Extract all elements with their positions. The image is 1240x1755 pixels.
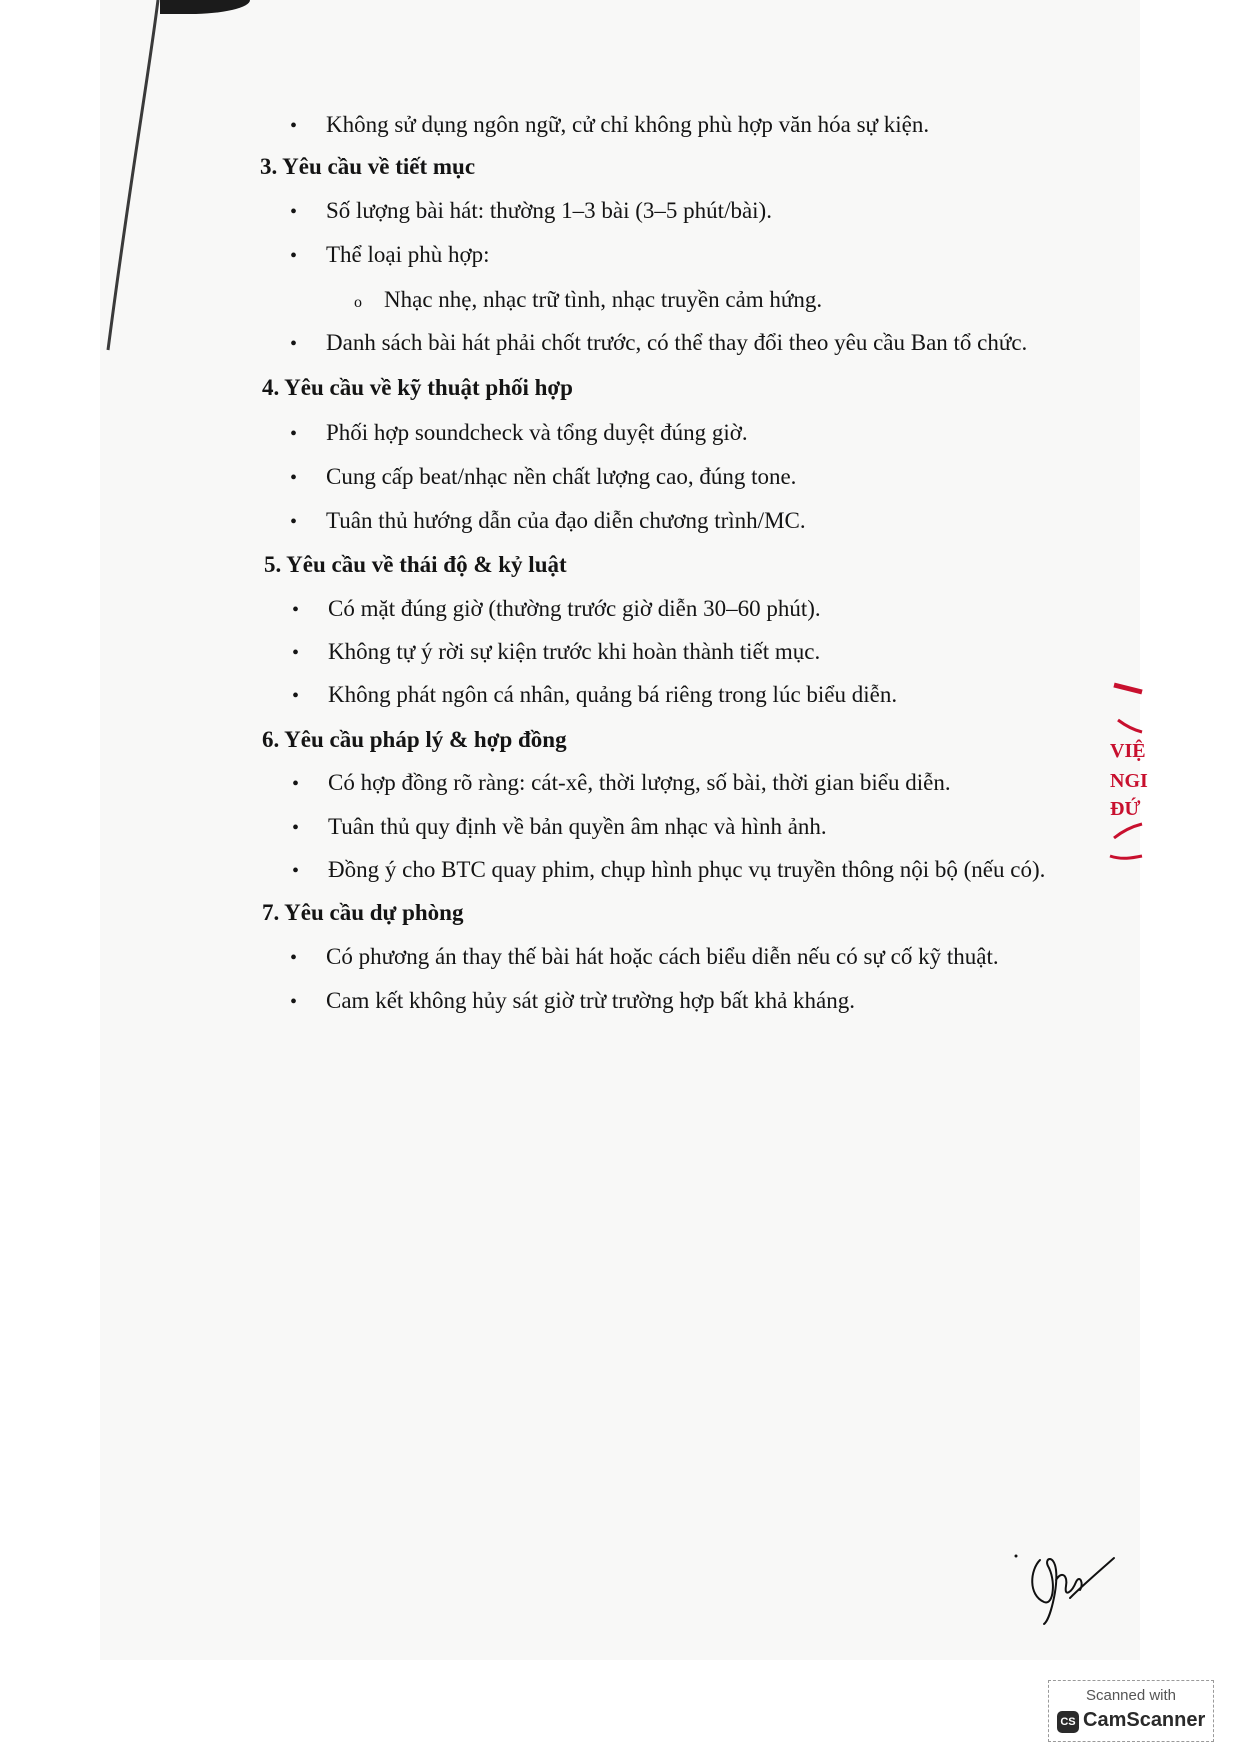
list-item-text: Tuân thủ quy định về bản quyền âm nhạc và hình ảnh.	[328, 814, 827, 839]
list-item	[292, 812, 827, 843]
bullet-icon: •	[290, 115, 298, 137]
sub-list-item-text: Nhạc nhẹ, nhạc trữ tình, nhạc truyền cảm hứng.	[384, 287, 823, 312]
list-item-text: Không phát ngôn cá nhân, quảng bá riêng trong lúc biểu diễn.	[328, 682, 898, 707]
list-item	[292, 855, 1045, 886]
list-item	[290, 986, 855, 1017]
list-item	[292, 768, 951, 799]
list-item	[290, 328, 1027, 359]
list-item-text: Cung cấp beat/nhạc nền chất lượng cao, đúng tone.	[326, 464, 797, 489]
list-item	[290, 506, 806, 537]
signature	[1010, 1540, 1120, 1630]
bullet-icon: •	[292, 642, 300, 664]
list-item-text: Tuân thủ hướng dẫn của đạo diễn chương trình/MC.	[326, 508, 806, 533]
list-item	[292, 680, 897, 711]
bullet-icon: •	[290, 991, 298, 1013]
bullet-icon: •	[290, 467, 298, 489]
bullet-icon: •	[290, 245, 298, 267]
list-item-text: Số lượng bài hát: thường 1–3 bài (3–5 phút/bài).	[326, 198, 772, 223]
list-item-text: Danh sách bài hát phải chốt trước, có thể thay đổi theo yêu cầu Ban tổ chức.	[326, 330, 1028, 355]
bullet-icon: •	[292, 773, 300, 795]
section-heading: 4. Yêu cầu về kỹ thuật phối hợp	[262, 375, 573, 400]
bullet-icon: •	[290, 511, 298, 533]
bullet-icon: •	[292, 599, 300, 621]
list-item	[290, 462, 796, 493]
stamp-text: NGI	[1110, 770, 1148, 792]
circle-bullet-icon: o	[354, 294, 362, 311]
list-item-text: Có phương án thay thế bài hát hoặc cách biểu diễn nếu có sự cố kỹ thuật.	[326, 944, 999, 969]
list-item-text: Không tự ý rời sự kiện trước khi hoàn thành tiết mục.	[328, 639, 821, 664]
bullet-icon: •	[292, 817, 300, 839]
list-item	[290, 240, 490, 271]
list-item-text: Đồng ý cho BTC quay phim, chụp hình phục vụ truyền thông nội bộ (nếu có).	[328, 857, 1046, 882]
list-item-text: Có hợp đồng rõ ràng: cát-xê, thời lượng, số bài, thời gian biểu diễn.	[328, 770, 951, 795]
list-item	[290, 196, 772, 227]
stamp-text: ĐỨ	[1110, 798, 1141, 820]
bullet-icon: •	[290, 333, 298, 355]
watermark-brand: CamScanner	[1083, 1709, 1206, 1731]
bullet-icon: •	[290, 423, 298, 445]
stamp-text: VIỆ	[1110, 740, 1146, 762]
list-item	[292, 637, 820, 668]
list-item	[290, 942, 999, 973]
bullet-icon: •	[290, 947, 298, 969]
camscanner-watermark	[1048, 1680, 1214, 1742]
bullet-icon: •	[290, 201, 298, 223]
red-stamp	[1100, 680, 1148, 880]
section-heading: 6. Yêu cầu pháp lý & hợp đồng	[262, 727, 567, 752]
bullet-icon: •	[292, 860, 300, 882]
list-item	[290, 418, 748, 449]
watermark-caption: Scanned with	[1085, 1687, 1177, 1704]
section-heading: 5. Yêu cầu về thái độ & kỷ luật	[264, 552, 567, 577]
list-item	[290, 110, 929, 141]
camscanner-logo-icon: CS	[1057, 1711, 1079, 1733]
list-item-text: Phối hợp soundcheck và tổng duyệt đúng giờ.	[326, 420, 748, 445]
sub-list-item	[354, 285, 822, 318]
list-item-text: Thể loại phù hợp:	[326, 242, 490, 267]
list-item	[292, 594, 821, 625]
list-item-text: Cam kết không hủy sát giờ trừ trường hợp bất khả kháng.	[326, 988, 856, 1013]
bullet-icon: •	[292, 685, 300, 707]
list-item-text: Không sử dụng ngôn ngữ, cử chỉ không phù hợp văn hóa sự kiện.	[326, 112, 930, 137]
section-heading: 3. Yêu cầu về tiết mục	[260, 154, 476, 179]
list-item-text: Có mặt đúng giờ (thường trước giờ diễn 30–60 phút).	[328, 596, 821, 621]
section-heading: 7. Yêu cầu dự phòng	[262, 900, 464, 925]
